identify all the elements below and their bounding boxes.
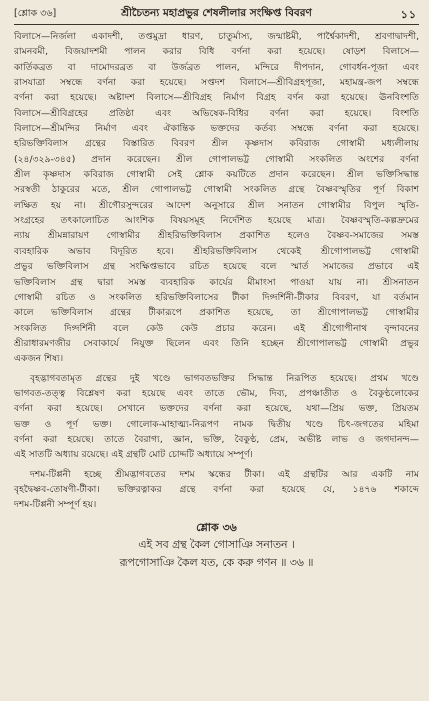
verse-line: রূপগোসাঞি কৈল যত, কে করু গণন ॥ ৩৬ ॥ <box>119 555 314 569</box>
text-line: সংগ্রহের তৎকালোচিত আংশিক বিষয়সমূহ নির্দেশিত হয়েছে মাত্র। বৈষ্ণবস্মৃতি-কল্পদ্রুমের <box>14 215 419 227</box>
text-line: লক্ষিত হয় না। শ্রীগৌরসুন্দরের আদেশ অনুসারে শ্রীল সনাতন গোস্বামীর বিপুল স্মৃতি- <box>14 199 419 211</box>
text-line: বিলাসে—শ্রীবিগ্রহের প্রতিষ্ঠা এবং অভিষেক-বিধির বর্ণনা করা হয়েছে। বিংশতি <box>14 107 419 119</box>
text-line: ভাগবত-তত্ত্ব বিশ্লেষণ করা হয়েছে এবং তাতে ভৌম, দিব্য, প্রপঞ্চাতীত ও বৈকুণ্ঠলোকের <box>14 387 419 399</box>
text-line: ন্যায় শ্রীমন্নারায়ণ গোস্বামীর শ্রীহরিভক্তিবিলাস প্রকাশিত হলেও বৈষ্ণব-সমাজের সমস্ত <box>14 230 419 242</box>
text-line: রামনবমী, বিজয়াদশমী পালন করার বিধি বর্ণনা করা হয়েছে। ষোড়শ বিলাসে— <box>14 46 419 58</box>
verse-heading: শ্লোক ৩৬ <box>196 520 237 534</box>
text-line: বৃহদ্ভাগবতামৃত গ্রন্থের দুই খণ্ডে ভাগবতভক্তির সিদ্ধান্ত নিরূপিত হয়েছে। প্রথম খণ্ডে <box>30 372 419 384</box>
text-line: দশম-টিপ্পনী সম্পূর্ণ হয়। <box>14 499 97 511</box>
text-line: প্রভুর ভক্তিবিলাস গ্রন্থ সংক্ষিপ্তভাবে রচিত হয়েছে বলে স্মার্ত সমাজের প্রভাবে এই <box>14 261 419 273</box>
text-line: বিলাসে—শ্রীমন্দির নির্মাণ এবং ঐকান্তিক ভক্তদের কর্তব্য সম্বন্ধে বর্ণনা করা হয়েছে। <box>14 123 419 135</box>
text-line: (২৪/৩২৯-৩৪৫) প্রদান করেছেন। শ্রীল গোপালভট্ট গোস্বামী সংকলিত অংশের বর্ণনা <box>14 153 419 165</box>
text-line: ভক্ত ও পূর্ণ ভক্ত। গোলোক-মাহাত্ম্য-নিরূপণ নামক দ্বিতীয় খণ্ডে চিৎ-জগতের মহিমা <box>14 418 419 430</box>
text-line: হরিভক্তিবিলাস গ্রন্থের বিস্তারিত বিবরণ শ্রীল কৃষ্ণদাস কবিরাজ গোস্বামী মধ্যলীলায় <box>14 138 419 150</box>
purport-text <box>14 29 419 513</box>
verse-reference: [শ্লোক ৩৬] <box>14 8 57 19</box>
page-number: ১১ <box>400 8 417 21</box>
text-line: সংকলিত দিগ্দর্শিনী বলে কেউ কেউ প্রচার করেন। এই শ্রীগোপীনাথ বৃন্দাবনের <box>14 322 419 334</box>
chapter-title: শ্রীচৈতন্য মহাপ্রভুর শেষলীলার সংক্ষিপ্ত বিবরণ <box>121 7 312 19</box>
text-line: বিলাসে—নির্জলা একাদশী, তপ্তমুদ্রা ধারণ, চাতুর্মাস্য, জন্মাষ্টমী, পার্শ্বৈকাদশী, শ্রবণাদ্বাদশী, <box>14 31 419 42</box>
verse-block <box>14 536 419 572</box>
text-line: রাসযাত্রা সম্বন্ধে বর্ণনা করা হয়েছে। সপ্তদশ বিলাসে—শ্রীবিগ্রহপূজা, মহামন্ত্র-জপ সম্বন্ধে <box>14 77 419 89</box>
text-line: কালে ভক্তিবিলাস গ্রন্থের টীকারূপে প্রকাশিত হয়েছে, তা শ্রীগোপালভট্ট গোস্বামীর <box>14 307 419 319</box>
text-line: শ্রীল কৃষ্ণদাস কবিরাজ গোস্বামী সেই শ্লোক কয়টিতে প্রদান করেছেন। শ্রীল ভক্তিসিদ্ধান্ত <box>14 169 419 181</box>
running-header <box>14 6 419 25</box>
text-line: বর্ণনা করা হয়েছে। তাতে বৈরাগ্য, জ্ঞান, ভক্তি, বৈকুণ্ঠ, প্রেম, অভীষ্ট লাভ ও জগদানন্দ— <box>14 433 419 445</box>
text-line: বর্ণনা করা হয়েছে। অষ্টাদশ বিলাসে—শ্রীবিগ্রহ নির্মাণ বিগ্রহ বর্ণন করা হয়েছে। ঊনবিংশতি <box>14 92 419 104</box>
text-line: বৃহদ্বৈষ্ণব-তোষণী-টীকা। ভক্তিরত্নাকর গ্রন্থে বর্ণনা করা হয়েছে যে, ১৪৭৬ শকাব্দে <box>14 483 419 495</box>
text-line: গোস্বামী রচিত ও সংকলিত হরিভক্তিবিলাসের টীকা দিগ্দর্শিনী-টীকার বিবরণ, যা বর্তমান <box>14 291 419 303</box>
text-line: দশম-টিপ্পনী হচ্ছে শ্রীমদ্ভাগবতের দশম স্কন্ধের টীকা। এই গ্রন্থটির আর একটি নাম <box>30 468 419 480</box>
text-line: সরস্বতী ঠাকুরের মতে, শ্রীল গোপালভট্ট গোস্বামী সংকলিত গ্রন্থে বৈষ্ণবস্মৃতির পূর্ণ বিকাশ <box>14 184 419 196</box>
text-line: কার্তিকব্রত বা দামোদরব্রত বা উর্জব্রত পালন, মন্দিরে দীপদান, গোবর্ধন-পূজা এবং <box>14 61 419 73</box>
text-line: এই সাতটি অধ্যায় রয়েছে। এই গ্রন্থটি মোট চোদ্দটি অধ্যায়ে সম্পূর্ণ। <box>14 449 253 461</box>
verse-line: এই সব গ্রন্থ কৈল গোসাঞি সনাতন । <box>138 537 295 551</box>
text-line: ব্যবহারিক অভাব বিদূরিত হবে। শ্রীহরিভক্তিবিলাস থেকেই শ্রীগোপালভট্ট গোস্বামী <box>14 245 419 257</box>
text-line: ভক্তিবিলাস গ্রন্থ দ্বারা সমস্ত ব্যবহারিক কার্যের মীমাংসা পাওয়া যায় না। শ্রীসনাতন <box>14 276 419 288</box>
text-line: শ্রীরাধারমণজীর সেবাকার্যে নিযুক্ত ছিলেন এবং তিনি হচ্ছেন শ্রীগোপালভট্ট গোস্বামী প্রভুর <box>14 337 419 349</box>
text-line: বর্ণনা করা হয়েছে। সেখানে ভক্তদের বর্ণনা করা হয়েছে, যথা—প্রিয় ভক্ত, প্রিয়তম <box>14 403 419 415</box>
text-line: একজন শিষ্য। <box>14 353 64 365</box>
